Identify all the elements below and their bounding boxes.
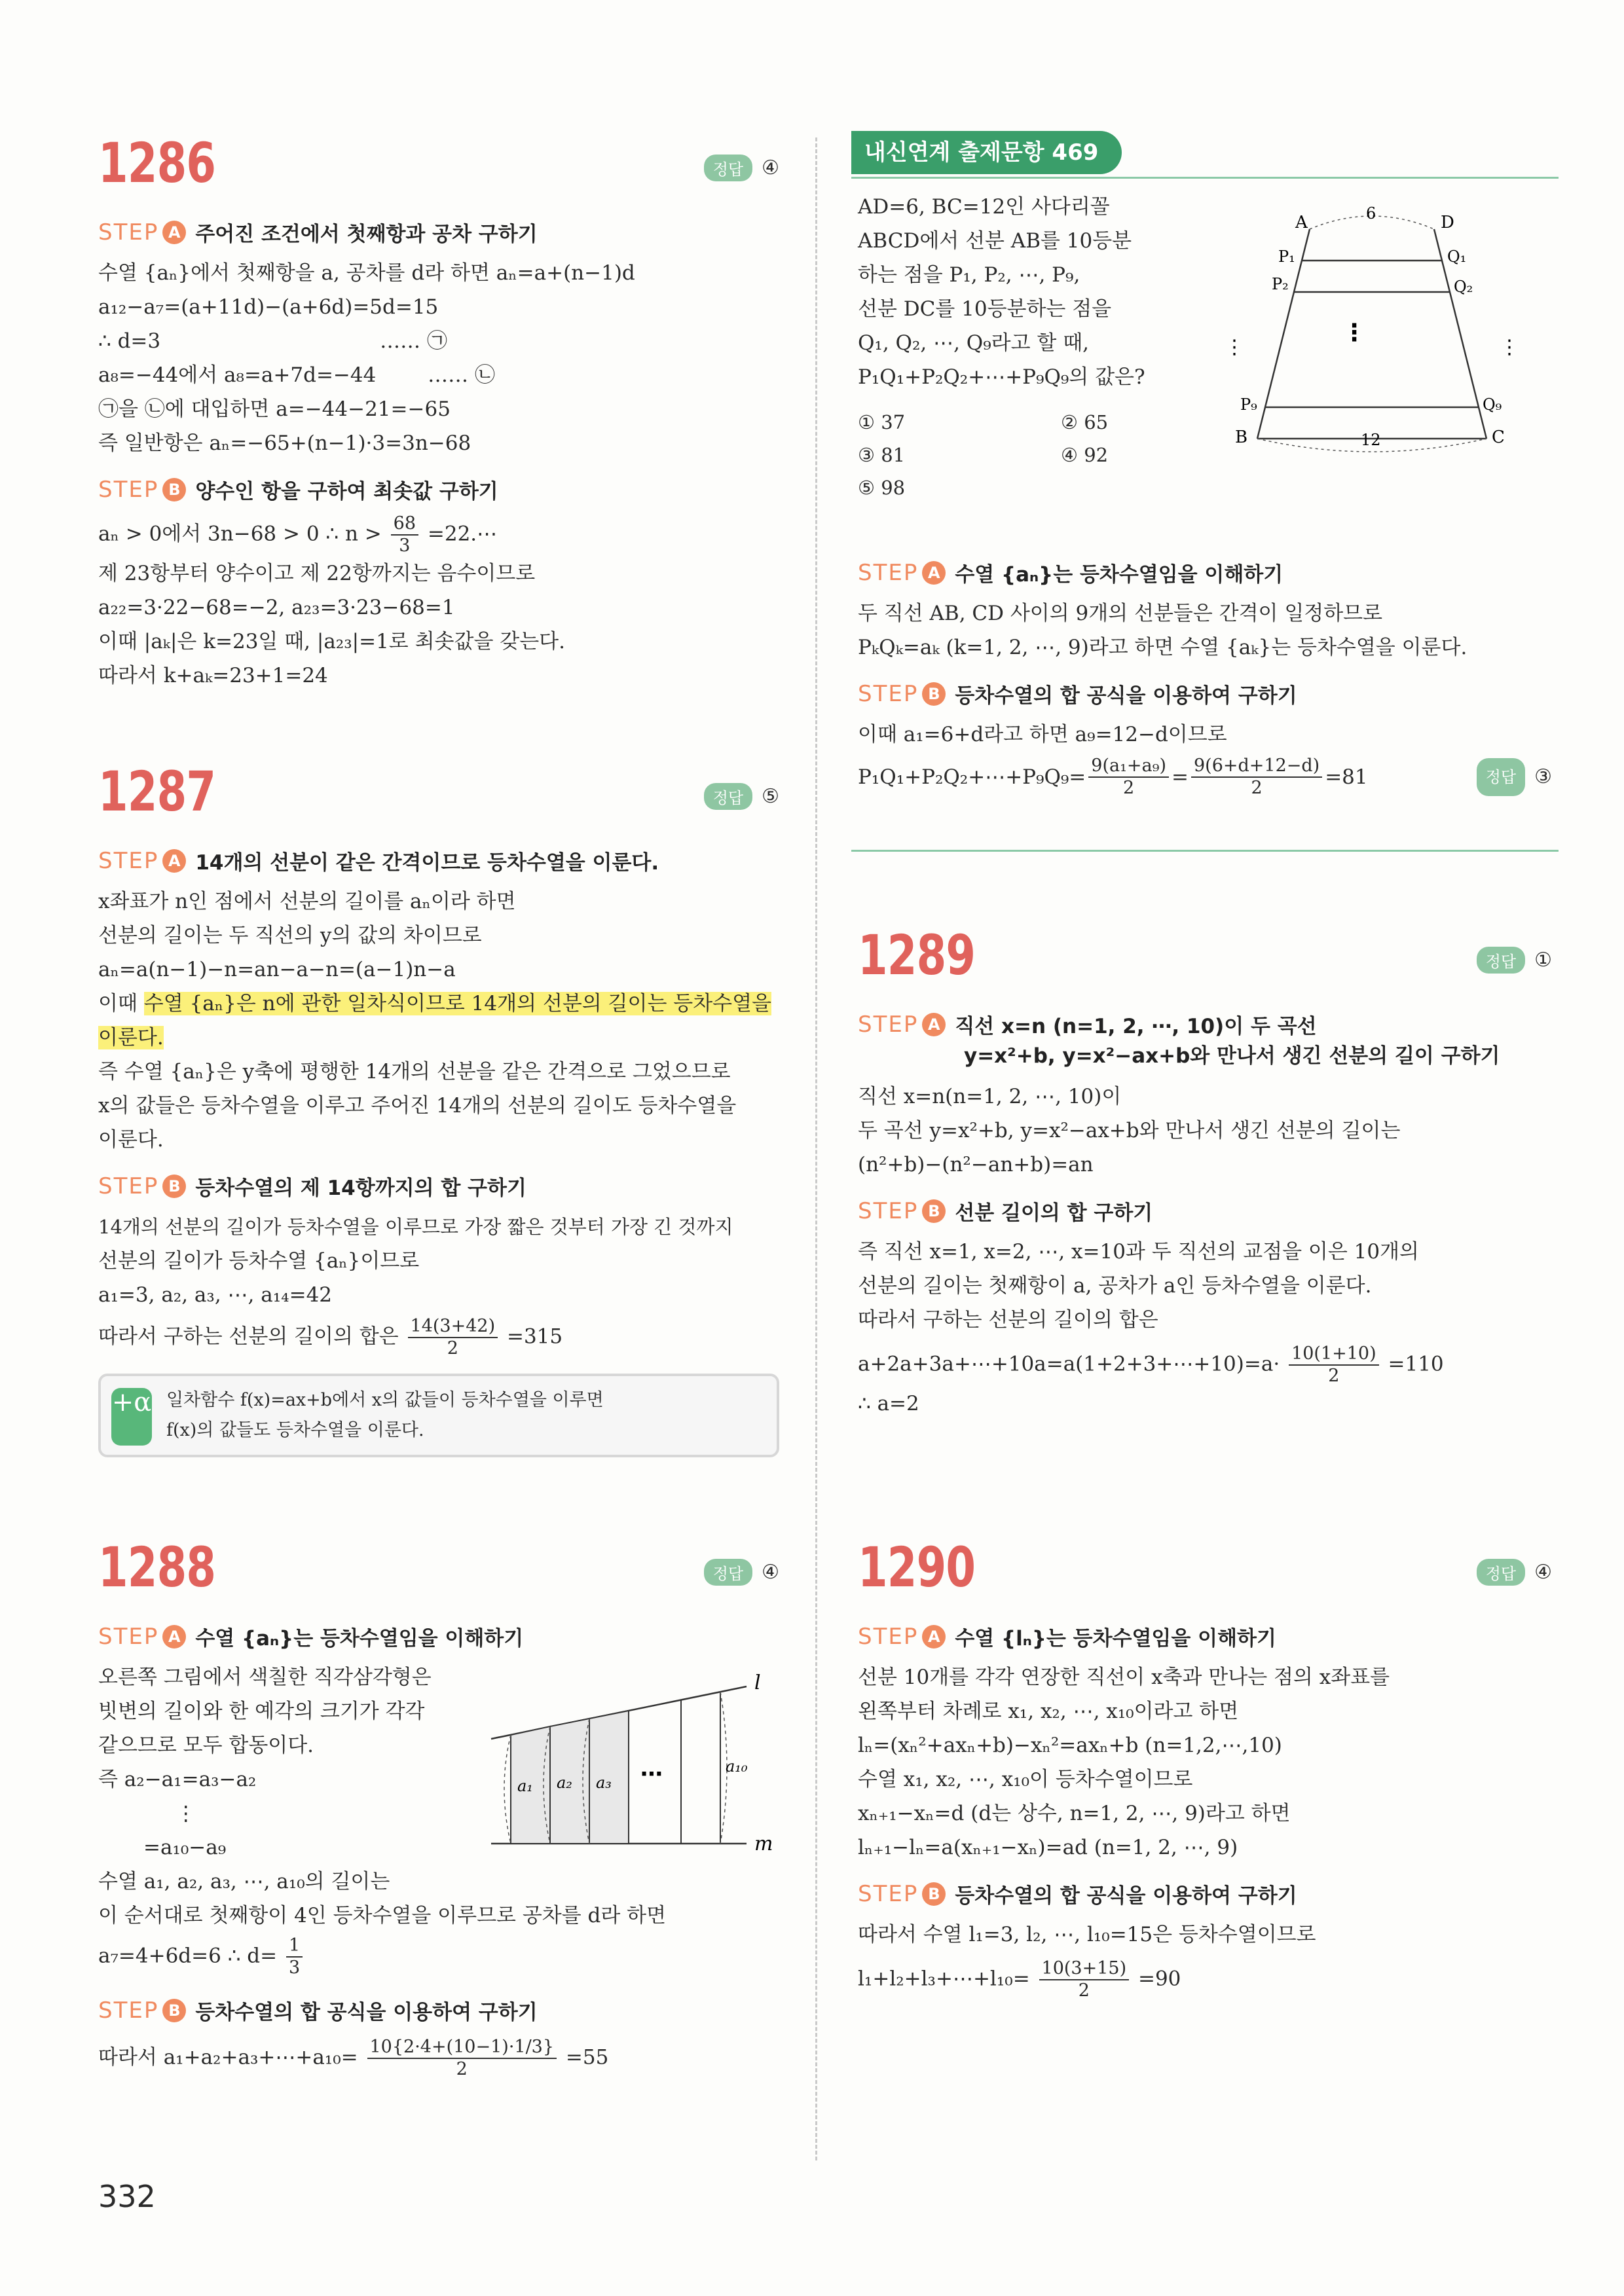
- text-line: a₈=−44에서 a₈=a+7d=−44 …… ㉡: [98, 363, 496, 387]
- problem-number: 1287: [98, 759, 216, 824]
- step-title: 직선 x=n (n=1, 2, ⋯, 10)이 두 곡선: [955, 1015, 1317, 1038]
- naesin-banner: [851, 131, 1559, 179]
- text-line: ∴ a=2: [858, 1392, 919, 1415]
- answer: [1477, 1559, 1552, 1586]
- problem-1286: [98, 131, 779, 693]
- answer: [704, 1559, 779, 1586]
- label-a3: a₃: [596, 1774, 612, 1792]
- problem-1288: [98, 1535, 779, 2080]
- text-line: 따라서 구하는 선분의 길이의 합은: [858, 1308, 1158, 1332]
- choice[interactable]: ① 37: [858, 411, 906, 433]
- step-title: 등차수열의 합 공식을 이용하여 구하기: [955, 684, 1297, 708]
- problem-number: 1289: [858, 923, 976, 987]
- label-bottom: 12: [1361, 431, 1381, 449]
- problem-1290: [858, 1535, 1552, 2001]
- text-line: 이때 a₁=6+d라고 하면 a₉=12−d이므로: [858, 723, 1227, 746]
- question-line: 선분 DC를 10등분하는 점을: [858, 297, 1112, 321]
- answer: [704, 783, 779, 810]
- text-line: 두 곡선 y=x²+b, y=x²−ax+b와 만나서 생긴 선분의 길이는: [858, 1119, 1401, 1142]
- answer-value: ③: [1534, 765, 1552, 788]
- answer-badge: 정답: [704, 783, 752, 810]
- step-b-icon: B: [922, 682, 946, 706]
- text-line: 이때 |aₖ|은 k=23일 때, |a₂₃|=1로 최솟값을 갖는다.: [98, 630, 565, 653]
- tip-line: f(x)의 값들도 등차수열을 이룬다.: [166, 1420, 424, 1440]
- problem-1289: [858, 923, 1552, 1421]
- formula-line: l₁+l₂+l₃+⋯+l₁₀= $\frac{10(3+15)}{2}$ =90: [858, 1958, 1181, 2001]
- text-line: ㉠을 ㉡에 대입하면 a=−44−21=−65: [98, 397, 451, 421]
- step-title-cont: y=x²+b, y=x²−ax+b와 만나서 생긴 선분의 길이 구하기: [964, 1044, 1500, 1068]
- formula-line: 따라서 a₁+a₂+a₃+⋯+a₁₀= $\frac{10\{2\cdot 4+(10-1)\cdot 1/3\}}{2}$ =55: [98, 2037, 609, 2079]
- step-title: 등차수열의 제 14항까지의 합 구하기: [195, 1176, 526, 1200]
- step-title: 주어진 조건에서 첫째항과 공차 구하기: [195, 223, 538, 246]
- step-b-icon: B: [922, 1882, 946, 1906]
- step-b: STEP B 선분 길이의 합 구하기: [858, 1196, 1552, 1226]
- answer: [1477, 758, 1552, 796]
- label-C: C: [1492, 428, 1505, 447]
- text-line: 선분 10개를 각각 연장한 직선이 x축과 만나는 점의 x좌표를: [858, 1666, 1390, 1689]
- formula-line: a₇=4+6d=6 ∴ d= $\frac{1}{3}$: [98, 1935, 779, 1978]
- step-title: 수열 {aₙ}는 등차수열임을 이해하기: [955, 563, 1283, 587]
- step-b-icon: B: [162, 1999, 186, 2022]
- highlight-line: 이때 수열 {aₙ}은 n에 관한 일차식이므로 14개의 선분의 길이는 등차수열을: [98, 992, 771, 1015]
- problem-number: 1288: [98, 1535, 216, 1599]
- step-a-icon: A: [922, 561, 946, 585]
- text-line: a₂₂=3·22−68=−2, a₂₃=3·23−68=1: [98, 596, 455, 619]
- step-b-icon: B: [162, 1175, 186, 1198]
- label-A: A: [1295, 213, 1308, 232]
- text-line: x좌표가 n인 점에서 선분의 길이를 aₙ이라 하면: [98, 890, 516, 913]
- step-b: STEP B 등차수열의 합 공식을 이용하여 구하기: [858, 679, 1552, 708]
- formula-line: aₙ > 0에서 3n−68 > 0 ∴ n > $\frac{68}{3}$ =22.⋯: [98, 513, 498, 556]
- text-line: lₙ=(xₙ²+axₙ+b)−xₙ²=axₙ+b (n=1,2,⋯,10): [858, 1734, 1282, 1757]
- formula-line: a+2a+3a+⋯+10a=a(1+2+3+⋯+10)=a· $\frac{10(1+10)}{2}$ =110: [858, 1343, 1444, 1386]
- choice[interactable]: ④ 92: [1061, 444, 1109, 466]
- label-top: 6: [1366, 204, 1376, 223]
- formula-line: 따라서 구하는 선분의 길이의 합은 $\frac{14(3+42)}{2}$ =315: [98, 1316, 563, 1358]
- label-dots: ⋯: [640, 1761, 663, 1787]
- naesin-label: 내신연계 출제문항 469: [851, 131, 1122, 174]
- answer-badge: 정답: [704, 1559, 752, 1586]
- label-P1: P₁: [1278, 247, 1295, 266]
- step-b: STEP B 등차수열의 합 공식을 이용하여 구하기: [98, 1995, 779, 2025]
- text-line: 14개의 선분의 길이가 등차수열을 이루므로 가장 짧은 것부터 가장 긴 것까지: [98, 1216, 733, 1238]
- figure-trapezoid: [1218, 203, 1519, 478]
- step-title: 선분 길이의 합 구하기: [955, 1201, 1153, 1225]
- page-number: 332: [98, 2179, 156, 2214]
- label-l: l: [754, 1671, 761, 1694]
- text-line: a₁₂−a₇=(a+11d)−(a+6d)=5d=15: [98, 295, 439, 319]
- text-line: 선분의 길이가 등차수열 {aₙ}이므로: [98, 1249, 420, 1273]
- tip-box: [98, 1374, 779, 1457]
- text-line: 선분의 길이는 첫째항이 a, 공차가 a인 등차수열을 이룬다.: [858, 1274, 1372, 1298]
- choice[interactable]: ② 65: [1061, 411, 1109, 433]
- step-title: 수열 {lₙ}는 등차수열임을 이해하기: [955, 1627, 1276, 1650]
- step-a-icon: A: [162, 1625, 186, 1649]
- text-line: 즉 수열 {aₙ}은 y축에 평행한 14개의 선분을 같은 간격으로 그었으므로: [98, 1060, 731, 1084]
- label-a10: a₁₀: [726, 1757, 748, 1776]
- label-a2: a₂: [557, 1774, 572, 1792]
- text-line: 이 순서대로 첫째항이 4인 등차수열을 이루므로 공차를 d라 하면: [98, 1904, 667, 1927]
- text-line: ⋮: [98, 1802, 196, 1825]
- step-title: 등차수열의 합 공식을 이용하여 구하기: [195, 2001, 538, 2024]
- plus-alpha-icon: +α: [111, 1388, 152, 1446]
- answer-badge: 정답: [1477, 758, 1525, 796]
- step-b: STEP B 양수인 항을 구하여 최솟값 구하기: [98, 475, 779, 504]
- text-line: 수열 {aₙ}에서 첫째항을 a, 공차를 d라 하면 aₙ=a+(n−1)d: [98, 261, 635, 285]
- step-b-icon: B: [922, 1199, 946, 1223]
- label-D: D: [1441, 213, 1454, 232]
- text-line: 직선 x=n(n=1, 2, ⋯, 10)이: [858, 1085, 1122, 1108]
- answer-badge: 정답: [1477, 1559, 1525, 1586]
- text-line: 즉 a₂−a₁=a₃−a₂: [98, 1768, 257, 1791]
- label-Q1: Q₁: [1447, 247, 1467, 266]
- label-P2: P₂: [1272, 275, 1289, 293]
- text-line: 즉 직선 x=1, x=2, ⋯, x=10과 두 직선의 교점을 이은 10개의: [858, 1240, 1420, 1264]
- answer-badge: 정답: [704, 155, 752, 181]
- step-title: 수열 {aₙ}는 등차수열임을 이해하기: [195, 1627, 524, 1650]
- label-Q9: Q₉: [1483, 395, 1502, 414]
- step-a: STEP A 직선 x=n (n=1, 2, ⋯, 10)이 두 곡선: [858, 1010, 1552, 1039]
- label-a1: a₁: [517, 1777, 533, 1795]
- problem-1287: [98, 759, 779, 1457]
- question-line: 하는 점을 P₁, P₂, ⋯, P₉,: [858, 263, 1080, 287]
- text-line: 이룬다.: [98, 1128, 164, 1152]
- answer-value: ①: [1534, 949, 1552, 972]
- step-a-icon: A: [922, 1013, 946, 1036]
- text-line: 빗변의 길이와 한 예각의 크기가 각각: [98, 1700, 425, 1723]
- figure-parallel-lines: [485, 1660, 773, 1857]
- text-line: 따라서 k+aₖ=23+1=24: [98, 664, 328, 687]
- text-line: ∴ d=3 …… ㉠: [98, 329, 448, 353]
- step-a: STEP A 수열 {aₙ}는 등차수열임을 이해하기: [858, 558, 1552, 587]
- step-title: 14개의 선분이 같은 간격이므로 등차수열을 이룬다.: [195, 851, 659, 875]
- step-a-icon: A: [162, 849, 186, 873]
- svg-text:⋮: ⋮: [1342, 319, 1366, 346]
- label-m: m: [754, 1832, 773, 1855]
- step-b-icon: B: [162, 478, 186, 501]
- text-line: (n²+b)−(n²−an+b)=an: [858, 1153, 1094, 1176]
- column-divider: [815, 137, 817, 2160]
- question-line: Q₁, Q₂, ⋯, Q₉라고 할 때,: [858, 331, 1089, 355]
- formula-line: P₁Q₁+P₂Q₂+⋯+P₉Q₉= $\frac{\text{9(a₁+a₉)}}{2}$ = $\frac{9(6+d+12-d)}{2}$ =81 정답 ③: [858, 756, 1552, 798]
- question-line: P₁Q₁+P₂Q₂+⋯+P₉Q₉의 값은?: [858, 365, 1145, 389]
- step-title: 양수인 항을 구하여 최솟값 구하기: [195, 480, 498, 503]
- text-line: 선분의 길이는 두 직선의 y의 값의 차이므로: [98, 924, 482, 947]
- question-line: ABCD에서 선분 AB를 10등분: [858, 229, 1132, 253]
- step-a: STEP A 14개의 선분이 같은 간격이므로 등차수열을 이룬다.: [98, 846, 779, 875]
- step-a: STEP A 수열 {aₙ}는 등차수열임을 이해하기: [98, 1622, 779, 1651]
- text-line: lₙ₊₁−lₙ=a(xₙ₊₁−xₙ)=ad (n=1, 2, ⋯, 9): [858, 1836, 1238, 1859]
- svg-text:⋮: ⋮: [1225, 336, 1244, 359]
- text-line: =a₁₀−a₉: [98, 1836, 227, 1859]
- tip-line: 일차함수 f(x)=ax+b에서 x의 값들이 등차수열을 이루면: [166, 1390, 604, 1410]
- text-line: 수열 a₁, a₂, a₃, ⋯, a₁₀의 길이는: [98, 1870, 390, 1893]
- text-line: xₙ₊₁−xₙ=d (d는 상수, n=1, 2, ⋯, 9)라고 하면: [858, 1802, 1291, 1825]
- text-line: 따라서 수열 l₁=3, l₂, ⋯, l₁₀=15은 등차수열이므로: [858, 1923, 1316, 1946]
- step-a-icon: A: [162, 221, 186, 244]
- text-line: 즉 일반항은 aₙ=−65+(n−1)·3=3n−68: [98, 431, 471, 455]
- choice[interactable]: ③ 81: [858, 444, 906, 466]
- text-line: 수열 x₁, x₂, ⋯, x₁₀이 등차수열이므로: [858, 1768, 1193, 1791]
- step-a: STEP A 수열 {lₙ}는 등차수열임을 이해하기: [858, 1622, 1552, 1651]
- step-title: 등차수열의 합 공식을 이용하여 구하기: [955, 1884, 1297, 1908]
- step-a-icon: A: [922, 1625, 946, 1649]
- svg-text:⋮: ⋮: [1500, 336, 1519, 359]
- step-a: STEP A 주어진 조건에서 첫째항과 공차 구하기: [98, 217, 779, 247]
- text-line: 제 23항부터 양수이고 제 22항까지는 음수이므로: [98, 562, 536, 585]
- text-line: x의 값들은 등차수열을 이루고 주어진 14개의 선분의 길이도 등차수열을: [98, 1094, 737, 1118]
- highlight-line: 이룬다.: [98, 1026, 164, 1049]
- answer-value: ④: [762, 1561, 779, 1584]
- choices: [858, 406, 1238, 504]
- answer-value: ⑤: [762, 785, 779, 808]
- answer-value: ④: [762, 156, 779, 179]
- text-line: 왼쪽부터 차례로 x₁, x₂, ⋯, x₁₀이라고 하면: [858, 1700, 1239, 1723]
- problem-number: 1290: [858, 1535, 976, 1599]
- text-line: 두 직선 AB, CD 사이의 9개의 선분들은 간격이 일정하므로: [858, 602, 1383, 625]
- answer: [1477, 947, 1552, 974]
- label-Q2: Q₂: [1454, 278, 1473, 296]
- text-line: a₁=3, a₂, a₃, ⋯, a₁₄=42: [98, 1283, 333, 1307]
- text-line: aₙ=a(n−1)−n=an−a−n=(a−1)n−a: [98, 958, 456, 981]
- text-line: PₖQₖ=aₖ (k=1, 2, ⋯, 9)라고 하면 수열 {aₖ}는 등차수열을 이룬다.: [858, 636, 1467, 659]
- choice[interactable]: ⑤ 98: [858, 477, 906, 499]
- answer: [704, 155, 779, 181]
- step-b: STEP B 등차수열의 제 14항까지의 합 구하기: [98, 1171, 779, 1201]
- label-P9: P₉: [1240, 395, 1257, 414]
- answer-badge: 정답: [1477, 947, 1525, 974]
- problem-number: 1286: [98, 131, 216, 195]
- section-rule: [851, 850, 1559, 852]
- step-b: STEP B 등차수열의 합 공식을 이용하여 구하기: [858, 1879, 1552, 1908]
- question-line: AD=6, BC=12인 사다리꼴: [858, 195, 1110, 219]
- text-line: 오른쪽 그림에서 색칠한 직각삼각형은: [98, 1666, 432, 1689]
- answer-value: ④: [1534, 1561, 1552, 1584]
- label-B: B: [1235, 428, 1248, 447]
- text-line: 같으므로 모두 합동이다.: [98, 1734, 314, 1757]
